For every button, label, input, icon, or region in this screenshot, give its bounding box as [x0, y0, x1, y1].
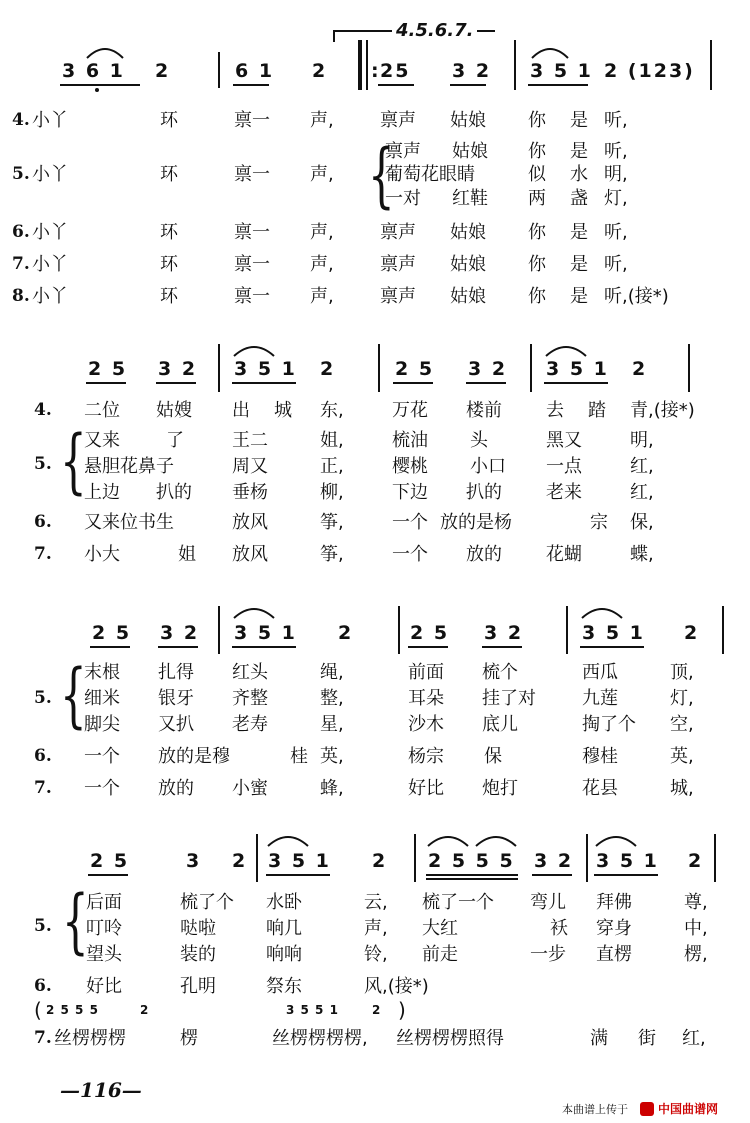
- lyric: 穆桂: [582, 746, 618, 767]
- lyric: 小丫: [32, 164, 68, 185]
- verse-number: 8.: [12, 286, 30, 306]
- underline: [378, 84, 414, 86]
- barline: [722, 606, 724, 654]
- lyric: 蜂,: [320, 778, 344, 799]
- note-group: 3: [186, 850, 202, 872]
- underline: [544, 382, 608, 384]
- note-group: 3 5 1: [530, 60, 593, 82]
- barline: [414, 834, 416, 882]
- lyric: 环: [160, 286, 178, 307]
- page-number: —116—: [60, 1078, 142, 1102]
- lyric: 又来位书生: [84, 512, 174, 533]
- lyric: 听,: [604, 110, 628, 131]
- lyric: 中,: [684, 918, 708, 939]
- lyric: 末根: [84, 662, 120, 683]
- small-bracket-right: ): [398, 998, 406, 1022]
- underline: [580, 646, 644, 648]
- barline: [398, 606, 400, 654]
- lyric: 你: [528, 254, 546, 275]
- lyric: 姑娘: [450, 110, 486, 131]
- lyric: 是: [570, 110, 588, 131]
- lyric: 青,(接*): [630, 400, 695, 421]
- lyric: 头: [470, 430, 488, 451]
- verse-number: 6.: [34, 512, 52, 532]
- note-group: 2: [232, 850, 248, 872]
- lyric: 姐: [178, 544, 196, 565]
- note-group: 2 5: [88, 358, 128, 380]
- note-group: 3 2: [452, 60, 492, 82]
- lyric: 出: [232, 400, 250, 421]
- lyric: 丝楞楞楞: [54, 1028, 126, 1049]
- lyric: 英,: [320, 746, 344, 767]
- lyric: 望头: [86, 944, 122, 965]
- verse-brace: {: [60, 420, 87, 502]
- lyric: 绳,: [320, 662, 344, 683]
- lyric: 了: [166, 430, 184, 451]
- lyric: 红,: [630, 482, 654, 503]
- slur: [266, 832, 310, 848]
- site-logo-icon: [640, 1102, 654, 1116]
- lyric: 扎得: [158, 662, 194, 683]
- lyric: 梳油: [392, 430, 428, 451]
- underline: [393, 382, 433, 384]
- lyric: 声,: [364, 918, 388, 939]
- lyric: 响几: [266, 918, 302, 939]
- lyric: 又来: [84, 430, 120, 451]
- note-group: 2: [155, 60, 171, 82]
- lyric: 听,: [604, 141, 628, 162]
- lyric: 保: [484, 746, 502, 767]
- lyric: 放风: [232, 512, 268, 533]
- underline: [426, 874, 518, 876]
- barline: [714, 834, 716, 882]
- lyric: 宗: [590, 512, 608, 533]
- lyric: 正,: [320, 456, 344, 477]
- note-group: 3 2: [484, 622, 524, 644]
- note-group: 2 5: [90, 850, 130, 872]
- lyric: 掏了个: [582, 714, 636, 735]
- verse-number: 4.: [34, 400, 52, 420]
- lyric: 禀一: [234, 164, 270, 185]
- lyric: 是: [570, 141, 588, 162]
- underline: [90, 646, 130, 648]
- lyric: 老寿: [232, 714, 268, 735]
- lyric: 楞,: [684, 944, 708, 965]
- lyric: 楞: [180, 1028, 198, 1049]
- lyric: 花县: [582, 778, 618, 799]
- barline: [586, 834, 588, 882]
- lyric: 听,: [604, 222, 628, 243]
- lyric: 樱桃: [392, 456, 428, 477]
- lyric: 是: [570, 222, 588, 243]
- lyric: 放的: [158, 778, 194, 799]
- note-group: 3 6 1: [62, 60, 125, 82]
- underline: [60, 84, 140, 86]
- lyric: 王二: [232, 430, 268, 451]
- small-note-group: 2 5 5 5: [46, 1003, 99, 1017]
- verse-number: 5.: [34, 916, 52, 936]
- lyric: 丝楞楞楞照得: [396, 1028, 504, 1049]
- lyric: 明,: [630, 430, 654, 451]
- note-group: 2: [688, 850, 704, 872]
- lyric: 万花: [392, 400, 428, 421]
- lyric: 炮打: [482, 778, 518, 799]
- lyric: 满: [590, 1028, 608, 1049]
- lyric: 禀一: [234, 110, 270, 131]
- lyric: 听,: [604, 254, 628, 275]
- lyric: 沙木: [408, 714, 444, 735]
- lyric: 周又: [232, 456, 268, 477]
- barline: [688, 344, 690, 392]
- verse-number: 5.: [12, 164, 30, 184]
- note-group: 3 2: [468, 358, 508, 380]
- slur: [474, 832, 518, 848]
- note-group: 3 2: [158, 358, 198, 380]
- underline: [156, 382, 196, 384]
- barline: [256, 834, 258, 882]
- note-group: 2 5: [92, 622, 132, 644]
- lyric: 垂杨: [232, 482, 268, 503]
- note-group: 3 5 1: [268, 850, 331, 872]
- slur: [580, 604, 624, 620]
- lyric: 一点: [546, 456, 582, 477]
- lyric: 你: [528, 222, 546, 243]
- note-group: 25: [380, 60, 411, 82]
- lyric: 好比: [408, 778, 444, 799]
- note-group: 2: [312, 60, 328, 82]
- repeat-barline: [366, 40, 368, 90]
- lyric: 拜佛: [596, 892, 632, 913]
- slur: [85, 44, 125, 60]
- note-group: 3 5 1: [234, 622, 297, 644]
- note-group: 2: [320, 358, 336, 380]
- lyric: 环: [160, 222, 178, 243]
- verse-brace: {: [62, 880, 89, 962]
- lyric: 小丫: [32, 286, 68, 307]
- lyric: 弯儿: [530, 892, 566, 913]
- lyric: 环: [160, 254, 178, 275]
- verse-number: 6.: [34, 746, 52, 766]
- lyric: 小丫: [32, 254, 68, 275]
- barline: [378, 344, 380, 392]
- upload-note: 本曲谱上传于: [562, 1103, 628, 1116]
- small-note-group: 3 5 5 1: [286, 1003, 339, 1017]
- lyric: 装的: [180, 944, 216, 965]
- lyric: 禀声: [380, 286, 416, 307]
- lyric: 梳个: [482, 662, 518, 683]
- lyric: 英,: [670, 746, 694, 767]
- lyric: 下边: [392, 482, 428, 503]
- lyric: 穿身: [596, 918, 632, 939]
- lyric: 西瓜: [582, 662, 618, 683]
- underline: [450, 84, 486, 86]
- lyric: 祭东: [266, 976, 302, 997]
- lyric: 小丫: [32, 222, 68, 243]
- lyric: 筝,: [320, 544, 344, 565]
- note-group: 2: [632, 358, 648, 380]
- lyric: 灯,: [670, 688, 694, 709]
- small-bracket-left: (: [34, 998, 42, 1022]
- small-note-group: 2: [372, 1003, 382, 1017]
- lyric: 城,: [670, 778, 694, 799]
- lyric: 水卧: [266, 892, 302, 913]
- underline: [88, 874, 128, 876]
- lyric: 顶,: [670, 662, 694, 683]
- verse-brace: {: [368, 134, 395, 216]
- verse-number: 7.: [34, 544, 52, 564]
- note-group: 3 5 1: [596, 850, 659, 872]
- lyric: 姑娘: [450, 254, 486, 275]
- lyric: 去: [546, 400, 564, 421]
- lyric: 齐整: [232, 688, 268, 709]
- underline: [594, 874, 658, 876]
- slur: [232, 604, 276, 620]
- slur: [426, 832, 470, 848]
- lyric: 姑娘: [452, 141, 488, 162]
- lyric: 云,: [364, 892, 388, 913]
- lyric: 哒啦: [180, 918, 216, 939]
- lyric: 后面: [86, 892, 122, 913]
- underline: [466, 382, 506, 384]
- lyric: 是: [570, 286, 588, 307]
- repeat-barline: [358, 40, 362, 90]
- lyric: 小蜜: [232, 778, 268, 799]
- lyric: 环: [160, 110, 178, 131]
- lyric: 银牙: [158, 688, 194, 709]
- slur: [594, 832, 638, 848]
- lyric: 铃,: [364, 944, 388, 965]
- note-group: 2: [338, 622, 354, 644]
- lyric: 小大: [84, 544, 120, 565]
- note-group: 2 (123): [604, 60, 695, 82]
- lyric: 禀声: [380, 110, 416, 131]
- lyric: 扒的: [466, 482, 502, 503]
- lyric: 大红: [422, 918, 458, 939]
- underline: [232, 382, 296, 384]
- lyric: 一步: [530, 944, 566, 965]
- note-group: 2: [372, 850, 388, 872]
- lyric: 禀一: [234, 254, 270, 275]
- underline: [528, 84, 588, 86]
- lyric: 禀声: [380, 254, 416, 275]
- note-group: 3 2: [160, 622, 200, 644]
- barline: [218, 344, 220, 392]
- lyric: 筝,: [320, 512, 344, 533]
- lyric: 梳了一个: [422, 892, 494, 913]
- underline: [233, 84, 269, 86]
- lyric: 又扒: [158, 714, 194, 735]
- lyric: 放的是穆: [158, 746, 230, 767]
- lyric: 姑娘: [450, 286, 486, 307]
- volta-label: 4.5.6.7.: [392, 22, 477, 40]
- lyric: 禀一: [234, 222, 270, 243]
- lyric: 小口: [470, 456, 506, 477]
- lyric: 红鞋: [452, 188, 488, 209]
- barline: [530, 344, 532, 392]
- barline: [514, 40, 516, 90]
- lyric: 丝楞楞楞楞,: [272, 1028, 368, 1049]
- lyric: 一对: [385, 188, 421, 209]
- lyric: 楼前: [466, 400, 502, 421]
- lyric: 风,(接*): [364, 976, 429, 997]
- lyric: 花蝴: [546, 544, 582, 565]
- underline: [266, 874, 330, 876]
- underline: [532, 874, 572, 876]
- verse-number: 5.: [34, 454, 52, 474]
- lyric: 尊,: [684, 892, 708, 913]
- lyric: 街: [638, 1028, 656, 1049]
- lyric: 放的: [466, 544, 502, 565]
- lyric: 上边: [84, 482, 120, 503]
- lyric: 小丫: [32, 110, 68, 131]
- lyric: 东,: [320, 400, 344, 421]
- note-group: 2 5 5 5: [428, 850, 515, 872]
- lyric: 脚尖: [84, 714, 120, 735]
- lyric: 一个: [392, 512, 428, 533]
- lyric: 一个: [392, 544, 428, 565]
- lyric: 灯,: [604, 188, 628, 209]
- lyric: 星,: [320, 714, 344, 735]
- note-group: 3 5 1: [546, 358, 609, 380]
- small-note-group: 2: [140, 1003, 150, 1017]
- verse-number: 7.: [34, 1028, 52, 1048]
- note-group: 3 2: [534, 850, 574, 872]
- lyric: 放的是杨: [440, 512, 512, 533]
- lyric: 禀声: [385, 141, 421, 162]
- lyric: 柳,: [320, 482, 344, 503]
- lyric: 踏: [588, 400, 606, 421]
- lyric: 袄: [550, 918, 568, 939]
- lyric: 姑娘: [450, 222, 486, 243]
- barline: [218, 52, 220, 88]
- lyric: 扒的: [156, 482, 192, 503]
- lyric: 似: [528, 164, 546, 185]
- verse-number: 6.: [12, 222, 30, 242]
- low-octave-dot: [95, 88, 99, 92]
- lyric: 响响: [266, 944, 302, 965]
- lyric: 声,: [310, 164, 334, 185]
- lyric: 二位: [84, 400, 120, 421]
- note-group: 2 5: [410, 622, 450, 644]
- lyric: 明,: [604, 164, 628, 185]
- lyric: 两: [528, 188, 546, 209]
- verse-brace: {: [60, 654, 87, 736]
- lyric: 桂: [290, 746, 308, 767]
- lyric: 禀声: [380, 222, 416, 243]
- lyric: 一个: [84, 746, 120, 767]
- lyric: 保,: [630, 512, 654, 533]
- lyric: 红,: [682, 1028, 706, 1049]
- repeat-sign: :: [371, 60, 381, 82]
- lyric: 声,: [310, 222, 334, 243]
- barline: [218, 606, 220, 654]
- slur: [544, 342, 588, 358]
- lyric: 底儿: [482, 714, 518, 735]
- lyric: 空,: [670, 714, 694, 735]
- site-name: 中国曲谱网: [658, 1102, 719, 1116]
- verse-number: 4.: [12, 110, 30, 130]
- note-group: 6 1: [235, 60, 275, 82]
- verse-number: 5.: [34, 688, 52, 708]
- lyric: 声,: [310, 254, 334, 275]
- lyric: 声,: [310, 110, 334, 131]
- slur: [530, 44, 570, 60]
- lyric: 你: [528, 286, 546, 307]
- lyric: 黑又: [546, 430, 582, 451]
- underline: [158, 646, 198, 648]
- underline: [482, 646, 522, 648]
- underline: [408, 646, 448, 648]
- note-group: 3 5 1: [234, 358, 297, 380]
- lyric: 蝶,: [630, 544, 654, 565]
- note-group: 2: [684, 622, 700, 644]
- lyric: 悬胆花鼻子: [84, 456, 174, 477]
- lyric: 孔明: [180, 976, 216, 997]
- lyric: 水: [570, 164, 588, 185]
- lyric: 禀一: [234, 286, 270, 307]
- barline: [566, 606, 568, 654]
- lyric: 挂了对: [482, 688, 536, 709]
- lyric: 红,: [630, 456, 654, 477]
- lyric: 叮呤: [86, 918, 122, 939]
- lyric: 姑嫂: [156, 400, 192, 421]
- slur: [232, 342, 276, 358]
- lyric: 耳朵: [408, 688, 444, 709]
- lyric: 声,: [310, 286, 334, 307]
- lyric: 盏: [570, 188, 588, 209]
- lyric: 九莲: [582, 688, 618, 709]
- lyric: 前走: [422, 944, 458, 965]
- lyric: 姐,: [320, 430, 344, 451]
- underline: [232, 646, 296, 648]
- lyric: 前面: [408, 662, 444, 683]
- verse-number: 7.: [12, 254, 30, 274]
- note-group: 3 5 1: [582, 622, 645, 644]
- lyric: 整,: [320, 688, 344, 709]
- lyric: 红头: [232, 662, 268, 683]
- lyric: 老来: [546, 482, 582, 503]
- lyric: 杨宗: [408, 746, 444, 767]
- lyric: 你: [528, 141, 546, 162]
- underline: [426, 878, 518, 880]
- underline: [86, 382, 126, 384]
- verse-number: 6.: [34, 976, 52, 996]
- lyric: 你: [528, 110, 546, 131]
- lyric: 城: [274, 400, 292, 421]
- lyric: 听,(接*): [604, 286, 669, 307]
- lyric: 放风: [232, 544, 268, 565]
- note-group: 2 5: [395, 358, 435, 380]
- lyric: 是: [570, 254, 588, 275]
- lyric: 细米: [84, 688, 120, 709]
- lyric: 葡萄花眼睛: [385, 164, 475, 185]
- verse-number: 7.: [34, 778, 52, 798]
- lyric: 梳了个: [180, 892, 234, 913]
- lyric: 一个: [84, 778, 120, 799]
- barline: [710, 40, 712, 90]
- lyric: 直楞: [596, 944, 632, 965]
- lyric: 环: [160, 164, 178, 185]
- lyric: 好比: [86, 976, 122, 997]
